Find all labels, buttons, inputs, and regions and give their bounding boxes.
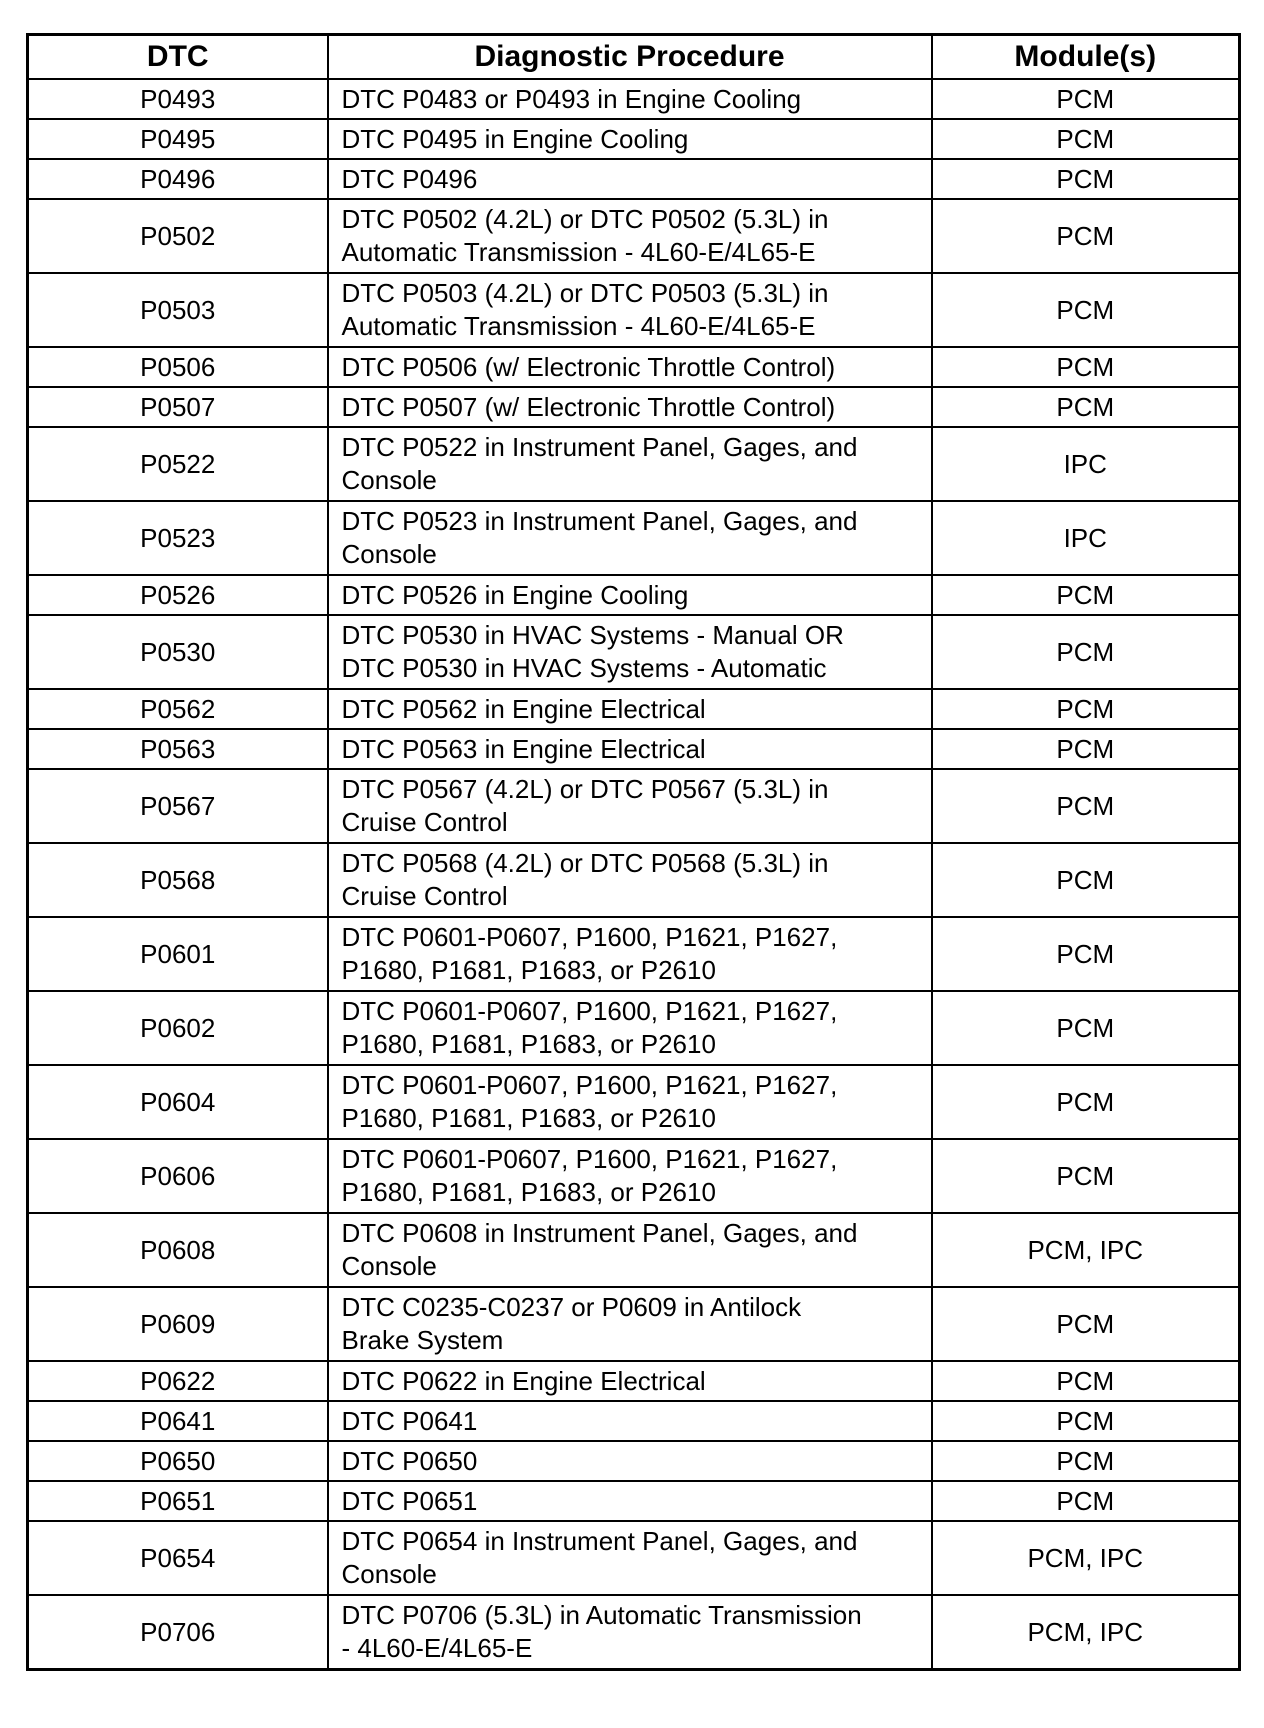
table-row <box>28 575 1240 615</box>
dtc-code-cell: P0506 <box>28 347 328 387</box>
table-row <box>28 1287 1240 1361</box>
table-row <box>28 347 1240 387</box>
modules-cell: PCM <box>932 1361 1240 1401</box>
dtc-code-cell: P0602 <box>28 991 328 1065</box>
modules-cell: PCM <box>932 119 1240 159</box>
table-row <box>28 159 1240 199</box>
dtc-code-cell: P0622 <box>28 1361 328 1401</box>
modules-cell: PCM <box>932 1139 1240 1213</box>
table-row <box>28 1213 1240 1287</box>
diagnostic-procedure-cell: DTC P0502 (4.2L) or DTC P0502 (5.3L) in Automatic Transmission - 4L60-E/4L65-E <box>328 199 932 273</box>
diagnostic-procedure-cell: DTC P0522 in Instrument Panel, Gages, and Console <box>328 427 932 501</box>
diagnostic-procedure-cell: DTC P0562 in Engine Electrical <box>328 689 932 729</box>
table-row <box>28 1401 1240 1441</box>
dtc-code-cell: P0502 <box>28 199 328 273</box>
diagnostic-procedure-cell: DTC P0651 <box>328 1481 932 1521</box>
table-row <box>28 199 1240 273</box>
table-row <box>28 1139 1240 1213</box>
diagnostic-procedure-cell: DTC P0503 (4.2L) or DTC P0503 (5.3L) in Automatic Transmission - 4L60-E/4L65-E <box>328 273 932 347</box>
modules-cell: PCM <box>932 689 1240 729</box>
table-row <box>28 119 1240 159</box>
diagnostic-procedure-cell: DTC P0530 in HVAC Systems - Manual OR DTC P0530 in HVAC Systems - Automatic <box>328 615 932 689</box>
dtc-code-cell: P0503 <box>28 273 328 347</box>
modules-cell: PCM, IPC <box>932 1521 1240 1595</box>
dtc-code-cell: P0493 <box>28 79 328 119</box>
dtc-code-cell: P0523 <box>28 501 328 575</box>
diagnostic-procedure-cell: DTC P0507 (w/ Electronic Throttle Control) <box>328 387 932 427</box>
table-row <box>28 1481 1240 1521</box>
dtc-code-cell: P0567 <box>28 769 328 843</box>
table-row <box>28 273 1240 347</box>
diagnostic-procedure-cell: DTC P0526 in Engine Cooling <box>328 575 932 615</box>
modules-cell: PCM, IPC <box>932 1213 1240 1287</box>
modules-cell: PCM <box>932 615 1240 689</box>
table-row <box>28 1065 1240 1139</box>
table-row <box>28 729 1240 769</box>
diagnostic-procedure-cell: DTC P0483 or P0493 in Engine Cooling <box>328 79 932 119</box>
modules-cell: PCM <box>932 1401 1240 1441</box>
modules-cell: PCM <box>932 769 1240 843</box>
header-dtc: DTC <box>28 35 328 80</box>
diagnostic-procedure-cell: DTC P0706 (5.3L) in Automatic Transmission - 4L60-E/4L65-E <box>328 1595 932 1670</box>
header-diagnostic-procedure: Diagnostic Procedure <box>328 35 932 80</box>
dtc-code-cell: P0654 <box>28 1521 328 1595</box>
modules-cell: PCM <box>932 917 1240 991</box>
diagnostic-procedure-cell: DTC P0654 in Instrument Panel, Gages, and Console <box>328 1521 932 1595</box>
diagnostic-procedure-cell: DTC P0622 in Engine Electrical <box>328 1361 932 1401</box>
table-row <box>28 991 1240 1065</box>
dtc-code-cell: P0651 <box>28 1481 328 1521</box>
modules-cell: PCM <box>932 991 1240 1065</box>
dtc-code-cell: P0562 <box>28 689 328 729</box>
dtc-code-cell: P0496 <box>28 159 328 199</box>
dtc-code-cell: P0526 <box>28 575 328 615</box>
table-row <box>28 843 1240 917</box>
header-row <box>28 35 1240 80</box>
dtc-code-cell: P0495 <box>28 119 328 159</box>
diagnostic-procedure-cell: DTC P0506 (w/ Electronic Throttle Control) <box>328 347 932 387</box>
modules-cell: IPC <box>932 427 1240 501</box>
diagnostic-procedure-cell: DTC P0523 in Instrument Panel, Gages, and Console <box>328 501 932 575</box>
dtc-code-cell: P0522 <box>28 427 328 501</box>
table-row <box>28 79 1240 119</box>
dtc-code-cell: P0606 <box>28 1139 328 1213</box>
diagnostic-procedure-cell: DTC P0641 <box>328 1401 932 1441</box>
dtc-table <box>26 33 1241 1671</box>
table-row <box>28 1361 1240 1401</box>
diagnostic-procedure-cell: DTC P0650 <box>328 1441 932 1481</box>
modules-cell: PCM <box>932 387 1240 427</box>
diagnostic-procedure-cell: DTC P0601-P0607, P1600, P1621, P1627, P1680, P1681, P1683, or P2610 <box>328 1065 932 1139</box>
modules-cell: PCM <box>932 575 1240 615</box>
modules-cell: PCM <box>932 347 1240 387</box>
table-row <box>28 427 1240 501</box>
table-row <box>28 1595 1240 1670</box>
modules-cell: IPC <box>932 501 1240 575</box>
table-body <box>28 79 1240 1670</box>
diagnostic-procedure-cell: DTC P0563 in Engine Electrical <box>328 729 932 769</box>
modules-cell: PCM <box>932 199 1240 273</box>
table-row <box>28 501 1240 575</box>
diagnostic-procedure-cell: DTC C0235-C0237 or P0609 in Antilock Brake System <box>328 1287 932 1361</box>
modules-cell: PCM <box>932 273 1240 347</box>
table-row <box>28 1441 1240 1481</box>
dtc-code-cell: P0568 <box>28 843 328 917</box>
diagnostic-procedure-cell: DTC P0601-P0607, P1600, P1621, P1627, P1680, P1681, P1683, or P2610 <box>328 1139 932 1213</box>
diagnostic-procedure-cell: DTC P0495 in Engine Cooling <box>328 119 932 159</box>
dtc-code-cell: P0608 <box>28 1213 328 1287</box>
dtc-code-cell: P0530 <box>28 615 328 689</box>
modules-cell: PCM <box>932 159 1240 199</box>
modules-cell: PCM <box>932 79 1240 119</box>
modules-cell: PCM <box>932 1481 1240 1521</box>
dtc-code-cell: P0609 <box>28 1287 328 1361</box>
diagnostic-procedure-cell: DTC P0567 (4.2L) or DTC P0567 (5.3L) in Cruise Control <box>328 769 932 843</box>
modules-cell: PCM <box>932 1065 1240 1139</box>
diagnostic-procedure-cell: DTC P0568 (4.2L) or DTC P0568 (5.3L) in Cruise Control <box>328 843 932 917</box>
dtc-code-cell: P0507 <box>28 387 328 427</box>
dtc-code-cell: P0641 <box>28 1401 328 1441</box>
diagnostic-procedure-cell: DTC P0601-P0607, P1600, P1621, P1627, P1680, P1681, P1683, or P2610 <box>328 917 932 991</box>
table-row <box>28 769 1240 843</box>
modules-cell: PCM, IPC <box>932 1595 1240 1670</box>
table-row <box>28 917 1240 991</box>
table-row <box>28 689 1240 729</box>
modules-cell: PCM <box>932 1287 1240 1361</box>
modules-cell: PCM <box>932 729 1240 769</box>
dtc-code-cell: P0563 <box>28 729 328 769</box>
modules-cell: PCM <box>932 1441 1240 1481</box>
table-header <box>28 35 1240 80</box>
document-page <box>26 33 1238 1671</box>
table-row <box>28 615 1240 689</box>
diagnostic-procedure-cell: DTC P0608 in Instrument Panel, Gages, and Console <box>328 1213 932 1287</box>
diagnostic-procedure-cell: DTC P0601-P0607, P1600, P1621, P1627, P1680, P1681, P1683, or P2610 <box>328 991 932 1065</box>
diagnostic-procedure-cell: DTC P0496 <box>328 159 932 199</box>
dtc-code-cell: P0650 <box>28 1441 328 1481</box>
table-row <box>28 1521 1240 1595</box>
dtc-code-cell: P0601 <box>28 917 328 991</box>
modules-cell: PCM <box>932 843 1240 917</box>
dtc-code-cell: P0706 <box>28 1595 328 1670</box>
dtc-code-cell: P0604 <box>28 1065 328 1139</box>
table-row <box>28 387 1240 427</box>
header-modules: Module(s) <box>932 35 1240 80</box>
